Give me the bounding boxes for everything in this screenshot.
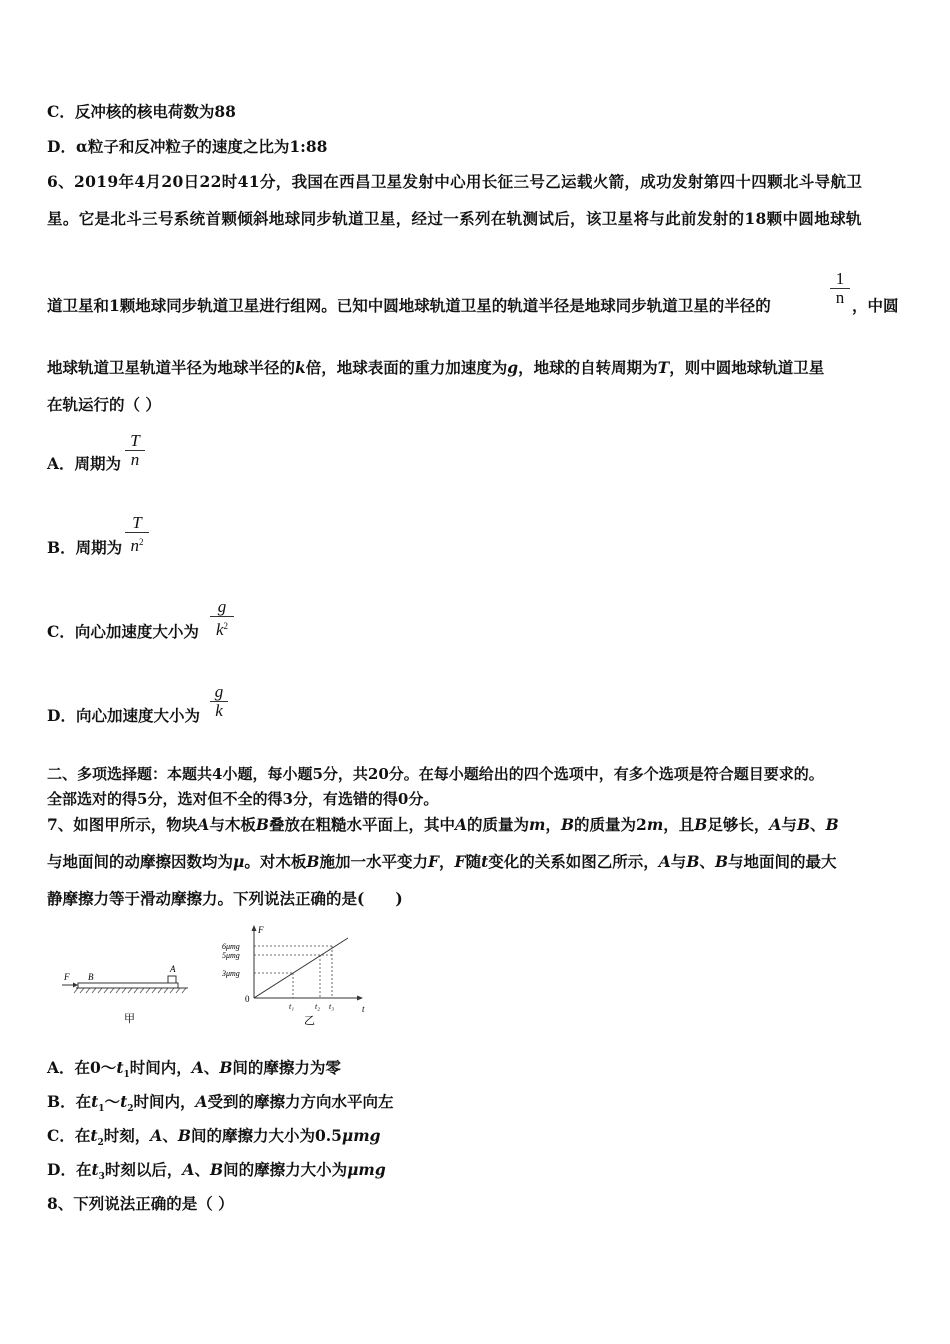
y-axis-arrow — [252, 925, 257, 931]
q7-line3: 静摩擦力等于滑动摩擦力。下列说法正确的是( ) — [47, 889, 403, 908]
force-line — [254, 938, 348, 998]
q6-option-d: D．向心加速度大小为 — [47, 706, 200, 725]
tick-5umg: 5μmg — [222, 951, 240, 960]
q7-line2: 与地面间的动摩擦因数均为μ。对木板B施加一水平变力F，F随t变化的关系如图乙所示，A与B、B与地面间的最大 — [47, 852, 837, 871]
block-a — [168, 976, 176, 983]
origin-label: 0 — [245, 994, 250, 1004]
tick-t3: t₃ — [329, 1002, 335, 1011]
q8-line1: 8、下列说法正确的是（ ） — [47, 1194, 234, 1213]
board-b — [78, 983, 178, 988]
q7-option-b: B．在$t_1\sim t_2$时间内，A受到的摩擦力方向水平向左 — [47, 1092, 394, 1115]
q6-line3: 道卫星和1颗地球同步轨道卫星进行组网。已知中圆地球轨道卫星的轨道半径是地球同步轨道卫星的半径的 — [47, 296, 771, 315]
figure-yi — [220, 922, 380, 1030]
q7-option-a: A．在$0\sim t_1$时间内，A、B间的摩擦力为零 — [47, 1058, 341, 1081]
q6-line1: 6、2019年4月20日22时41分，我国在西昌卫星发射中心用长征三号乙运载火箭，成功发射第四十四颗北斗导航卫 — [47, 172, 863, 191]
section2-line2: 全部选对的得5分，选对但不全的得3分，有选错的得0分。 — [47, 790, 439, 808]
force-arrow-head — [73, 983, 78, 988]
q6-option-b-fraction: T $n^2$ — [125, 514, 149, 555]
y-axis-label: F — [258, 925, 264, 935]
x-axis-label: t — [362, 1004, 365, 1014]
q6-option-c-fraction: g $k^2$ — [210, 598, 234, 639]
q6-line4: 地球轨道卫星轨道半径为地球半径的k倍，地球表面的重力加速度为g，地球的自转周期为T，则中圆地球轨道卫星 — [47, 358, 825, 377]
caption-yi: 乙 — [304, 1015, 315, 1027]
q6-line2: 星。它是北斗三号系统首颗倾斜地球同步轨道卫星，经过一系列在轨测试后，该卫星将与此前发射的18颗中圆地球轨 — [47, 209, 862, 228]
q6-option-b: B．周期为 — [47, 538, 123, 557]
q6-fraction-1-over-n: 1 n — [830, 270, 850, 307]
ground-hatching — [74, 988, 186, 993]
tick-3umg: 3μmg — [222, 969, 240, 978]
label-b: B — [88, 972, 94, 982]
prev-option-d: D．α粒子和反冲粒子的速度之比为1:88 — [47, 137, 328, 156]
q6-option-a-fraction: T n — [125, 432, 145, 469]
tick-6umg: 6μmg — [222, 942, 240, 951]
figure-jia — [58, 958, 198, 1030]
q6-option-a: A．周期为 — [47, 454, 122, 473]
x-axis-arrow — [357, 996, 363, 1001]
prev-option-c: C．反冲核的核电荷数为88 — [47, 102, 236, 121]
section2-line1: 二、多项选择题：本题共4小题，每小题5分，共20分。在每小题给出的四个选项中，有多个选项是符合题目要求的。 — [47, 765, 824, 783]
q6-line3-tail: ，中圆 — [852, 296, 899, 315]
q6-option-c: C．向心加速度大小为 — [47, 622, 199, 641]
q7-option-d: D．在$t_3$时刻以后，A、B间的摩擦力大小为μmg — [47, 1160, 386, 1183]
q6-option-d-fraction: g k — [210, 683, 228, 720]
q7-option-c: C．在$t_2$时刻，A、B间的摩擦力大小为0.5μmg — [47, 1126, 381, 1149]
q6-line5: 在轨运行的（ ） — [47, 395, 161, 414]
q7-line1: 7、如图甲所示，物块A与木板B叠放在粗糙水平面上，其中A的质量为m，B的质量为2m，且B足够长，A与B、B — [47, 815, 839, 834]
label-a: A — [170, 964, 176, 974]
tick-t1: t₁ — [289, 1002, 295, 1011]
tick-t2: t₂ — [315, 1002, 321, 1011]
caption-jia: 甲 — [124, 1013, 135, 1025]
label-f: F — [64, 972, 70, 982]
